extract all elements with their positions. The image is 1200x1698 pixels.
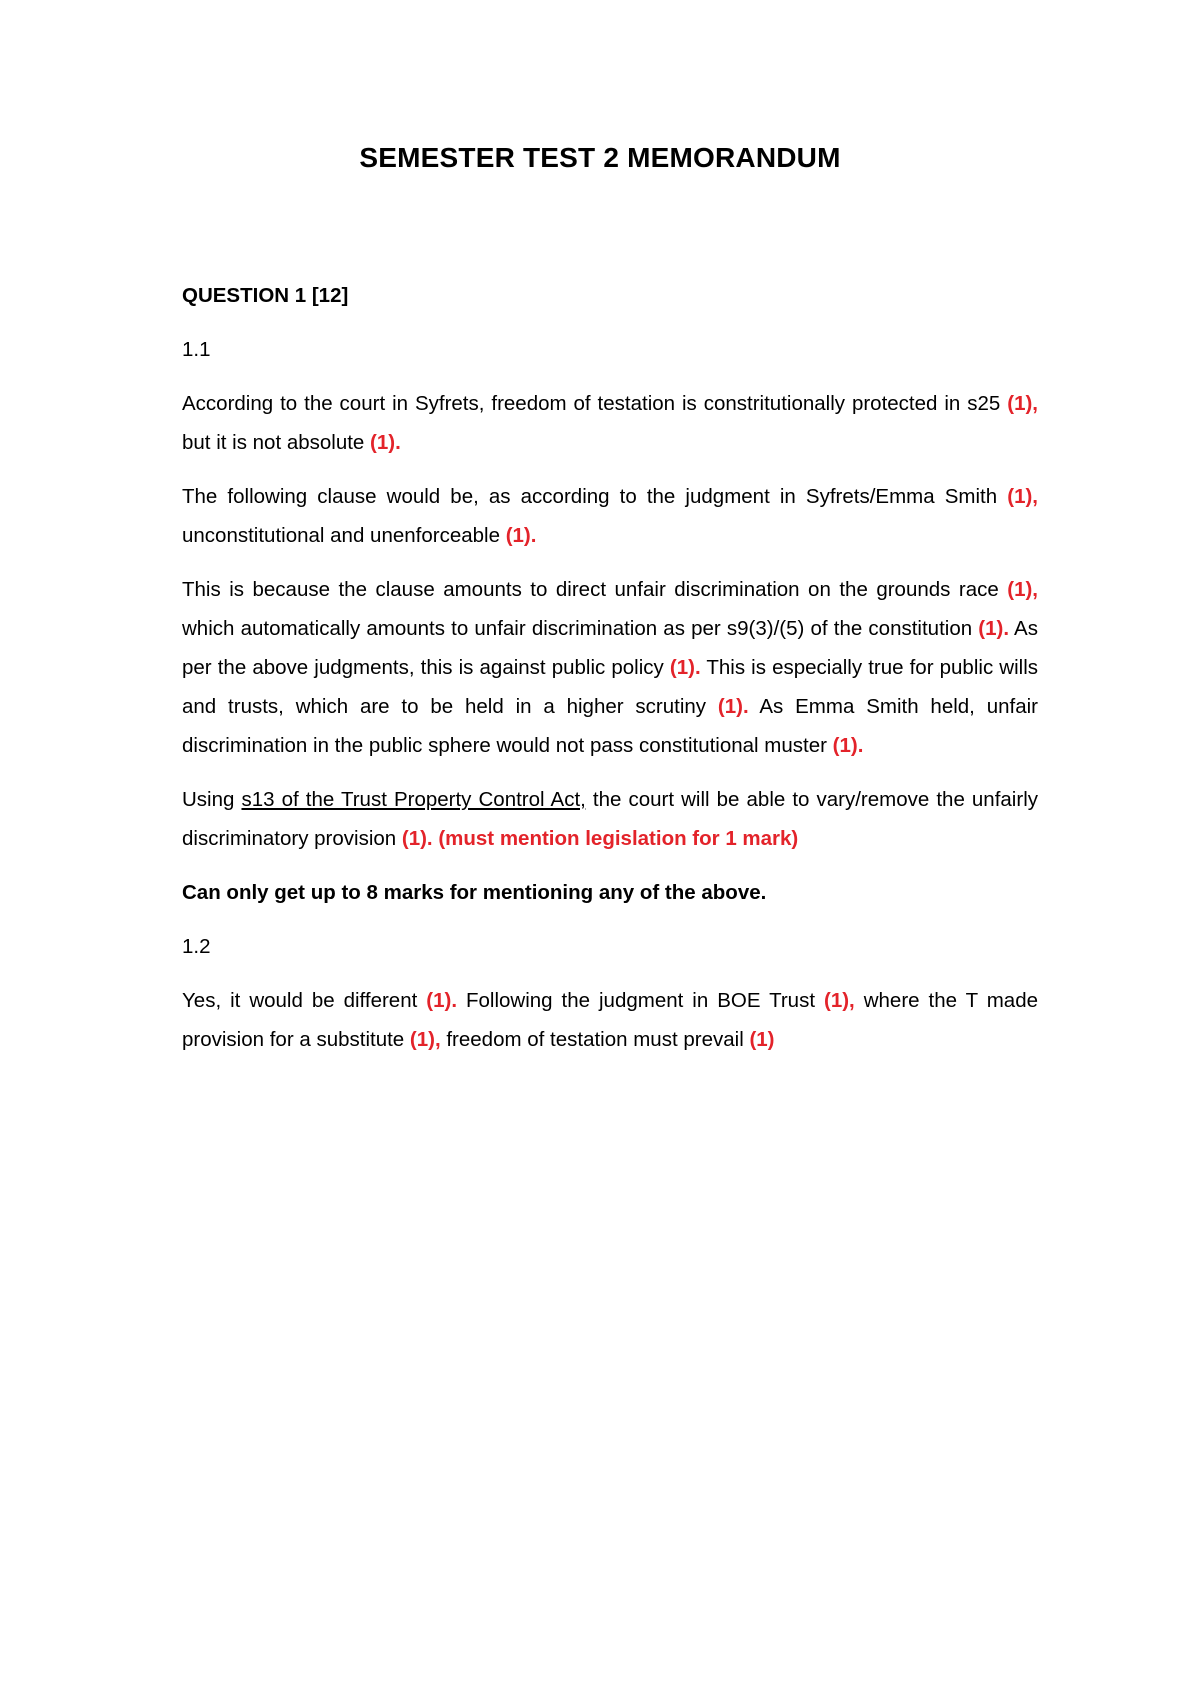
mark-indicator: (1).	[717, 695, 749, 718]
answer-text: As Emma Smith held, unfair discrimination in the public sphere would not pass constitutional muster	[182, 695, 1038, 757]
question-1-heading: QUESTION 1 [12]	[182, 284, 349, 307]
mark-indicator: (1),	[409, 1028, 441, 1051]
mark-indicator: (1),	[1007, 485, 1038, 508]
answer-text: which automatically amounts to unfair discrimination as per s9(3)/(5) of the constitution	[182, 617, 979, 640]
answer-1-2-paragraph-1	[182, 981, 1038, 1059]
mark-indicator: (1).	[370, 431, 401, 454]
answer-1-1-paragraph-3	[182, 570, 1038, 765]
mark-indicator: (1).	[832, 734, 864, 757]
subquestion-1-1-number: 1.1	[182, 338, 211, 361]
answer-text: According to the court in Syfrets, freedom of testation is constritutionally protected in s25	[182, 392, 1008, 415]
page-title: SEMESTER TEST 2 MEMORANDUM	[359, 142, 841, 173]
mark-indicator: (1).	[978, 617, 1010, 640]
answer-text: where the T made provision for a substitute	[182, 989, 1038, 1051]
answer-text: This is especially true for public wills and trusts, which are to be held in a higher scrutiny	[182, 656, 1038, 718]
question-1-section	[182, 276, 1038, 1074]
answer-1-1-paragraph-4	[182, 780, 1038, 858]
max-marks-note: Can only get up to 8 marks for mentioning any of the above.	[182, 881, 767, 904]
answer-text: but it is not absolute	[182, 431, 371, 454]
mark-indicator: (1)	[749, 1028, 775, 1051]
answer-text: Using	[182, 788, 242, 811]
subquestion-1-2-number: 1.2	[182, 935, 211, 958]
answer-1-1-paragraph-1	[182, 384, 1038, 462]
answer-text: As per the above judgments, this is against public policy	[182, 617, 1038, 679]
mark-indicator: (1).	[401, 827, 433, 850]
answer-text: The following clause would be, as according to the judgment in Syfrets/Emma Smith	[182, 485, 1008, 508]
mark-indicator: (1),	[1007, 392, 1038, 415]
mark-indicator: (1),	[1007, 578, 1038, 601]
answer-text: This is because the clause amounts to direct unfair discrimination on the grounds race	[182, 578, 1008, 601]
mark-indicator: (1).	[505, 524, 537, 547]
mark-indicator: (1).	[426, 989, 458, 1012]
legislation-reference: s13 of the Trust Property Control Act,	[241, 788, 586, 811]
answer-text: Following the judgment in BOE Trust	[457, 989, 824, 1012]
answer-text: freedom of testation must prevail	[440, 1028, 750, 1051]
marking-note: (must mention legislation for 1 mark)	[432, 827, 799, 850]
mark-indicator: (1),	[824, 989, 855, 1012]
answer-text: the court will be able to vary/remove the unfairly discriminatory provision	[182, 788, 1038, 850]
mark-indicator: (1).	[669, 656, 701, 679]
answer-text: Yes, it would be different	[182, 989, 427, 1012]
answer-1-1-paragraph-2	[182, 477, 1038, 555]
answer-text: unconstitutional and unenforceable	[182, 524, 506, 547]
